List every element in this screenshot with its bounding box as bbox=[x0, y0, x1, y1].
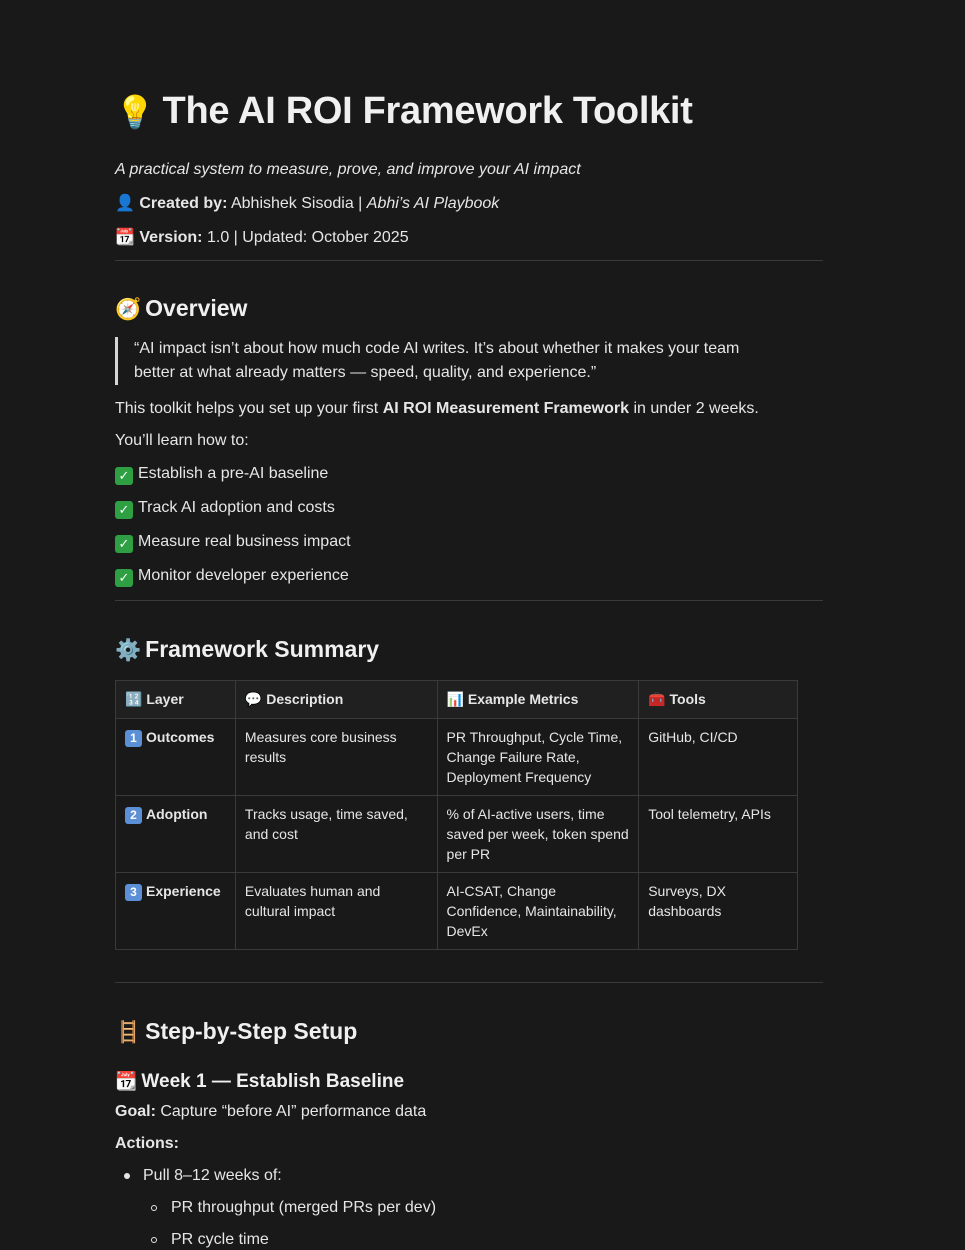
checklist-item: ✓ Monitor developer experience bbox=[115, 566, 823, 587]
gear-icon: ⚙️ bbox=[115, 638, 142, 662]
divider bbox=[115, 260, 823, 261]
cell-tools: GitHub, CI/CD bbox=[639, 719, 798, 796]
cell-layer: 3 Experience bbox=[116, 873, 236, 950]
actions-list bbox=[115, 1166, 823, 1250]
checklist-item: ✓ Establish a pre-AI baseline bbox=[115, 464, 823, 485]
checkmark-icon: ✓ bbox=[115, 467, 133, 485]
learn-label: You’ll learn how to: bbox=[115, 432, 249, 449]
cell-metrics: PR Throughput, Cycle Time, Change Failure Rate, Deployment Frequency bbox=[437, 719, 639, 796]
overview-heading: 🧭 Overview bbox=[115, 293, 823, 324]
cell-description: Evaluates human and cultural impact bbox=[235, 873, 437, 950]
actions-label: Actions: bbox=[115, 1135, 179, 1152]
checklist-item: ✓ Measure real business impact bbox=[115, 532, 823, 553]
page-subtitle: A practical system to measure, prove, and improve your AI impact bbox=[115, 161, 581, 178]
ladder-icon: 🪜 bbox=[115, 1020, 142, 1044]
overview-quote: “AI impact isn’t about how much code AI writes. It’s about whether it makes your team better at what already matters — speed, quality, and experience.” bbox=[115, 337, 774, 385]
table-row bbox=[116, 719, 798, 796]
checklist bbox=[115, 464, 823, 587]
cell-description: Tracks usage, time saved, and cost bbox=[235, 796, 437, 873]
checkmark-icon: ✓ bbox=[115, 501, 133, 519]
table-row bbox=[116, 796, 798, 873]
calendar-icon: 📆 bbox=[115, 1071, 138, 1092]
number-two-icon: 2 bbox=[125, 807, 142, 824]
document-page bbox=[115, 0, 823, 1250]
goal-line: Goal: Capture “before AI” performance data bbox=[115, 1103, 427, 1120]
list-item: PR cycle time bbox=[115, 1230, 823, 1250]
cell-description: Measures core business results bbox=[235, 719, 437, 796]
table-header-row bbox=[116, 681, 798, 719]
column-header-description: 💬 Description bbox=[235, 681, 437, 719]
cell-metrics: AI-CSAT, Change Confidence, Maintainability, DevEx bbox=[437, 873, 639, 950]
column-header-tools: 🧰 Tools bbox=[639, 681, 798, 719]
framework-summary-heading: ⚙️ Framework Summary bbox=[115, 634, 823, 665]
cell-layer: 1 Outcomes bbox=[116, 719, 236, 796]
number-one-icon: 1 bbox=[125, 730, 142, 747]
created-by-line: 👤 Created by: Abhishek Sisodia | Abhi’s AI Playbook bbox=[115, 193, 500, 212]
cell-layer: 2 Adoption bbox=[116, 796, 236, 873]
table-row bbox=[116, 873, 798, 950]
cell-tools: Tool telemetry, APIs bbox=[639, 796, 798, 873]
list-item: Pull 8–12 weeks of: bbox=[115, 1166, 823, 1186]
overview-intro: This toolkit helps you set up your first AI ROI Measurement Framework in under 2 weeks. bbox=[115, 400, 759, 417]
cell-metrics: % of AI-active users, time saved per week, token spend per PR bbox=[437, 796, 639, 873]
compass-icon: 🧭 bbox=[115, 297, 142, 321]
page-title: 💡 The AI ROI Framework Toolkit bbox=[115, 86, 823, 137]
cell-tools: Surveys, DX dashboards bbox=[639, 873, 798, 950]
number-three-icon: 3 bbox=[125, 884, 142, 901]
divider bbox=[115, 982, 823, 983]
checkmark-icon: ✓ bbox=[115, 535, 133, 553]
calendar-icon: 📆 bbox=[115, 227, 135, 246]
checkmark-icon: ✓ bbox=[115, 569, 133, 587]
person-icon: 👤 bbox=[115, 193, 135, 212]
setup-heading: 🪜 Step-by-Step Setup bbox=[115, 1016, 823, 1047]
column-header-metrics: 📊 Example Metrics bbox=[437, 681, 639, 719]
week-one-heading: 📆 Week 1 — Establish Baseline bbox=[115, 1069, 823, 1095]
column-header-layer: 🔢 Layer bbox=[116, 681, 236, 719]
speech-bubble-icon: 💬 bbox=[244, 692, 263, 708]
bar-chart-icon: 📊 bbox=[446, 692, 464, 708]
toolbox-icon: 🧰 bbox=[648, 692, 666, 708]
list-item: PR throughput (merged PRs per dev) bbox=[115, 1198, 823, 1218]
lightbulb-icon: 💡 bbox=[115, 93, 155, 131]
checklist-item: ✓ Track AI adoption and costs bbox=[115, 498, 823, 519]
version-line: 📆 Version: 1.0 | Updated: October 2025 bbox=[115, 227, 409, 246]
framework-summary-table bbox=[115, 680, 798, 950]
numbers-icon: 🔢 bbox=[125, 692, 143, 708]
divider bbox=[115, 600, 823, 601]
